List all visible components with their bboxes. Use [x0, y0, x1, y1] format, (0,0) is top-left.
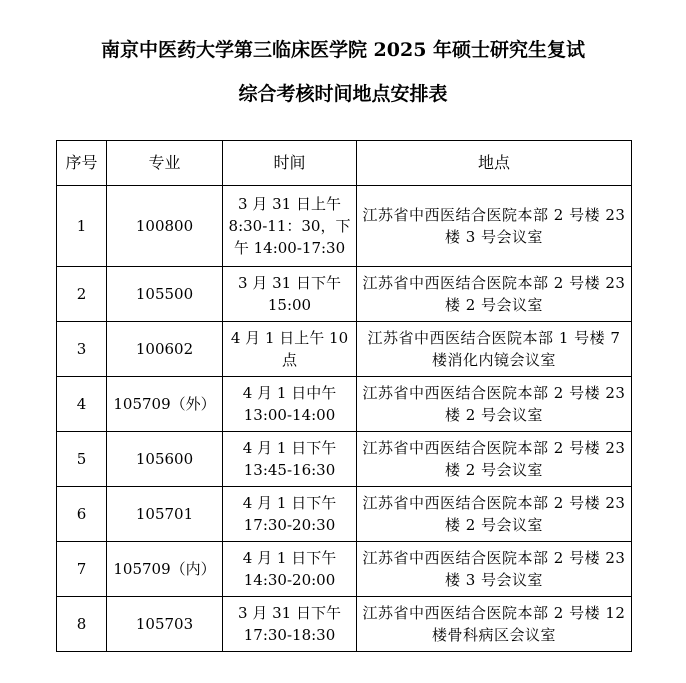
- cell-major: 105709（外）: [107, 377, 223, 432]
- document-title-line-1: 南京中医药大学第三临床医学院 2025 年硕士研究生复试: [100, 39, 586, 61]
- cell-place: 江苏省中西医结合医院本部 2 号楼 23 楼 3 号会议室: [357, 542, 632, 597]
- schedule-table: [56, 140, 632, 652]
- cell-major: 105709（内）: [107, 542, 223, 597]
- cell-place: 江苏省中西医结合医院本部 2 号楼 12 楼骨科病区会议室: [357, 597, 632, 652]
- table-row: [57, 322, 632, 377]
- table-row: [57, 487, 632, 542]
- table-row: [57, 542, 632, 597]
- header-number: 序号: [57, 141, 107, 186]
- cell-time: 3 月 31 日下午 15:00: [223, 267, 357, 322]
- cell-place: 江苏省中西医结合医院本部 2 号楼 23 楼 2 号会议室: [357, 487, 632, 542]
- cell-place: 江苏省中西医结合医院本部 1 号楼 7 楼消化内镜会议室: [357, 322, 632, 377]
- cell-number: 3: [57, 322, 107, 377]
- cell-time: 4 月 1 日下午 14:30-20:00: [223, 542, 357, 597]
- document-title-line-2: 综合考核时间地点安排表: [238, 83, 448, 105]
- cell-time: 3 月 31 日上午 8:30-11：30，下午 14:00-17:30: [223, 186, 357, 267]
- cell-number: 5: [57, 432, 107, 487]
- cell-time: 4 月 1 日中午 13:00-14:00: [223, 377, 357, 432]
- header-major: 专业: [107, 141, 223, 186]
- cell-time: 4 月 1 日下午 13:45-16:30: [223, 432, 357, 487]
- header-place: 地点: [357, 141, 632, 186]
- cell-time: 3 月 31 日下午 17:30-18:30: [223, 597, 357, 652]
- cell-major: 100800: [107, 186, 223, 267]
- cell-number: 1: [57, 186, 107, 267]
- header-time: 时间: [223, 141, 357, 186]
- table-header-row: [57, 141, 632, 186]
- cell-major: 105500: [107, 267, 223, 322]
- table-row: [57, 377, 632, 432]
- table-row: [57, 267, 632, 322]
- cell-number: 6: [57, 487, 107, 542]
- cell-number: 4: [57, 377, 107, 432]
- cell-number: 2: [57, 267, 107, 322]
- cell-number: 8: [57, 597, 107, 652]
- cell-number: 7: [57, 542, 107, 597]
- cell-major: 105701: [107, 487, 223, 542]
- cell-place: 江苏省中西医结合医院本部 2 号楼 23 楼 3 号会议室: [357, 186, 632, 267]
- cell-major: 105600: [107, 432, 223, 487]
- cell-time: 4 月 1 日下午 17:30-20:30: [223, 487, 357, 542]
- cell-place: 江苏省中西医结合医院本部 2 号楼 23 楼 2 号会议室: [357, 432, 632, 487]
- cell-time: 4 月 1 日上午 10 点: [223, 322, 357, 377]
- table-row: [57, 186, 632, 267]
- cell-place: 江苏省中西医结合医院本部 2 号楼 23 楼 2 号会议室: [357, 377, 632, 432]
- cell-major: 100602: [107, 322, 223, 377]
- cell-major: 105703: [107, 597, 223, 652]
- table-row: [57, 432, 632, 487]
- table-row: [57, 597, 632, 652]
- cell-place: 江苏省中西医结合医院本部 2 号楼 23 楼 2 号会议室: [357, 267, 632, 322]
